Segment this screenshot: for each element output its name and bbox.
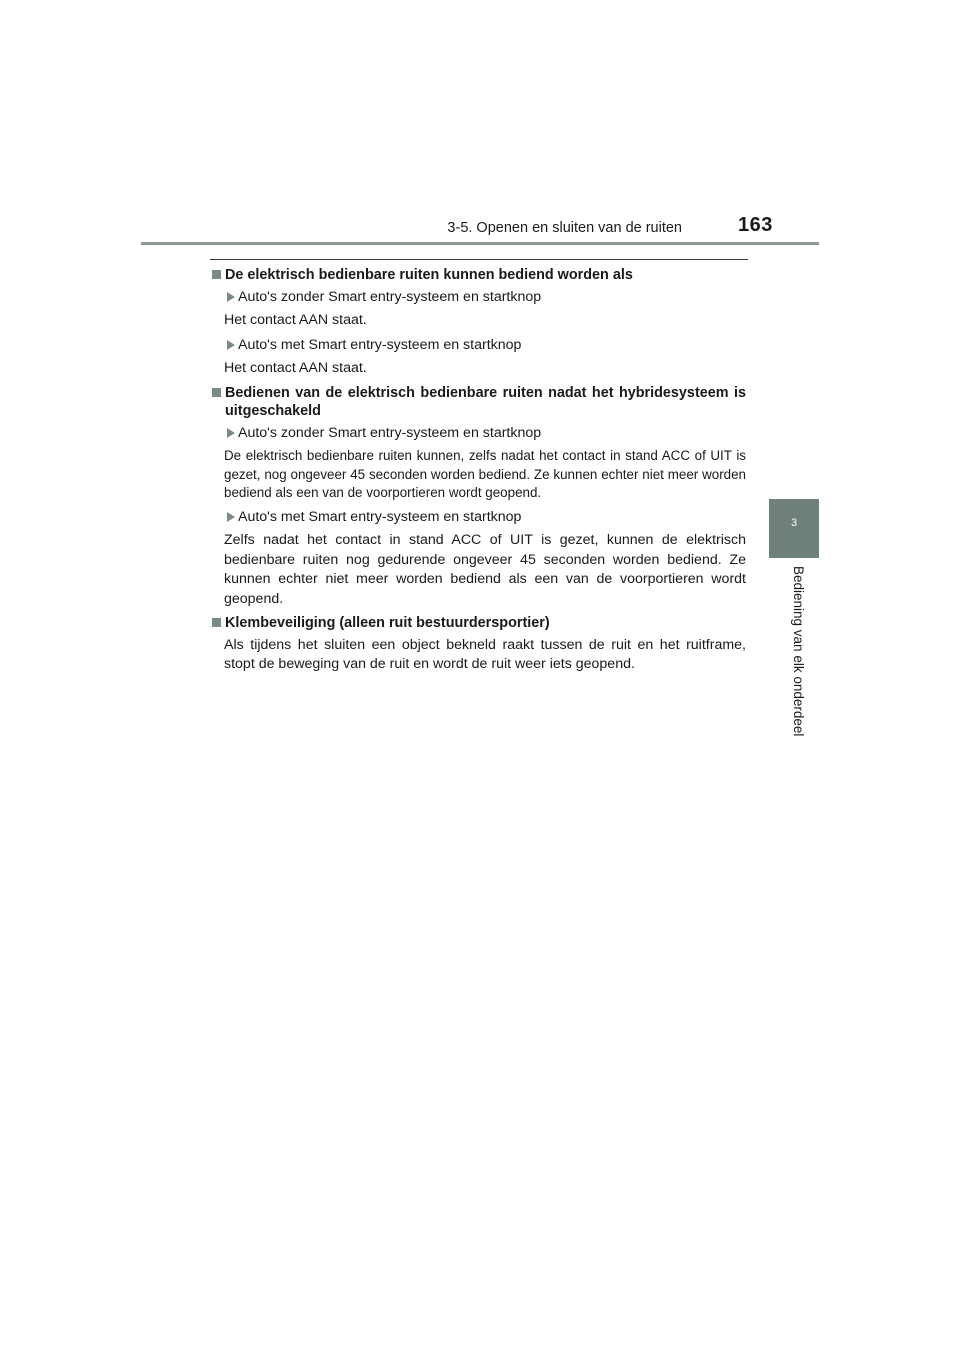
chapter-side-label: Bediening van elk onderdeel: [791, 566, 806, 737]
section-heading: [210, 384, 746, 421]
square-bullet-icon: [212, 618, 221, 627]
sub-heading-text: Auto's met Smart entry-systeem en startknop: [238, 336, 522, 353]
sub-heading: [210, 288, 746, 307]
paragraph: Zelfs nadat het contact in stand ACC of UIT is gezet, kunnen de elektrisch bedienbare ruiten nog gedurende ongeveer 45 seconden worden bediend. Ze kunnen echter niet meer worden bediend als een van de voorportieren wordt geopend.: [224, 532, 746, 607]
square-bullet-icon: [212, 270, 221, 279]
paragraph: Het contact AAN staat.: [224, 312, 367, 328]
section-heading-text: De elektrisch bedienbare ruiten kunnen bediend worden als: [225, 267, 633, 283]
chapter-tab: [769, 499, 819, 558]
section-heading: [210, 614, 746, 633]
sub-heading: [210, 336, 746, 355]
triangle-bullet-icon: [227, 340, 235, 350]
chapter-tab-number: 3: [790, 517, 798, 529]
header-rule: [141, 242, 819, 245]
triangle-bullet-icon: [227, 292, 235, 302]
content: [210, 266, 746, 680]
sub-heading-text: Auto's zonder Smart entry-systeem en startknop: [238, 288, 542, 305]
paragraph: Als tijdens het sluiten een object bekneld raakt tussen de ruit en het ruitframe, stopt de beweging van de ruit en wordt de ruit weer iets geopend.: [224, 636, 746, 672]
triangle-bullet-icon: [227, 428, 235, 438]
section-heading: [210, 266, 746, 285]
sub-heading-text: Auto's zonder Smart entry-systeem en startknop: [238, 424, 542, 441]
sub-heading-text: Auto's met Smart entry-systeem en startknop: [238, 508, 522, 525]
square-bullet-icon: [212, 388, 221, 397]
section-rule: [210, 259, 748, 260]
paragraph: De elektrisch bedienbare ruiten kunnen, zelfs nadat het contact in stand ACC of UIT is gezet, nog ongeveer 45 seconden worden bediend. Ze kunnen echter niet meer worden bediend als een van de voorportieren wordt geopend.: [224, 448, 746, 500]
paragraph: Het contact AAN staat.: [224, 360, 367, 376]
sub-heading: [210, 508, 746, 527]
page-number: 163: [738, 214, 773, 236]
sub-heading: [210, 424, 746, 443]
triangle-bullet-icon: [227, 512, 235, 522]
chapter-title: 3-5. Openen en sluiten van de ruiten: [447, 220, 682, 236]
section-heading-text: Bedienen van de elektrisch bedienbare ruiten nadat het hybridesysteem is uitgeschakeld: [225, 384, 746, 419]
section-heading-text: Klembeveiliging (alleen ruit bestuurdersportier): [225, 615, 550, 631]
